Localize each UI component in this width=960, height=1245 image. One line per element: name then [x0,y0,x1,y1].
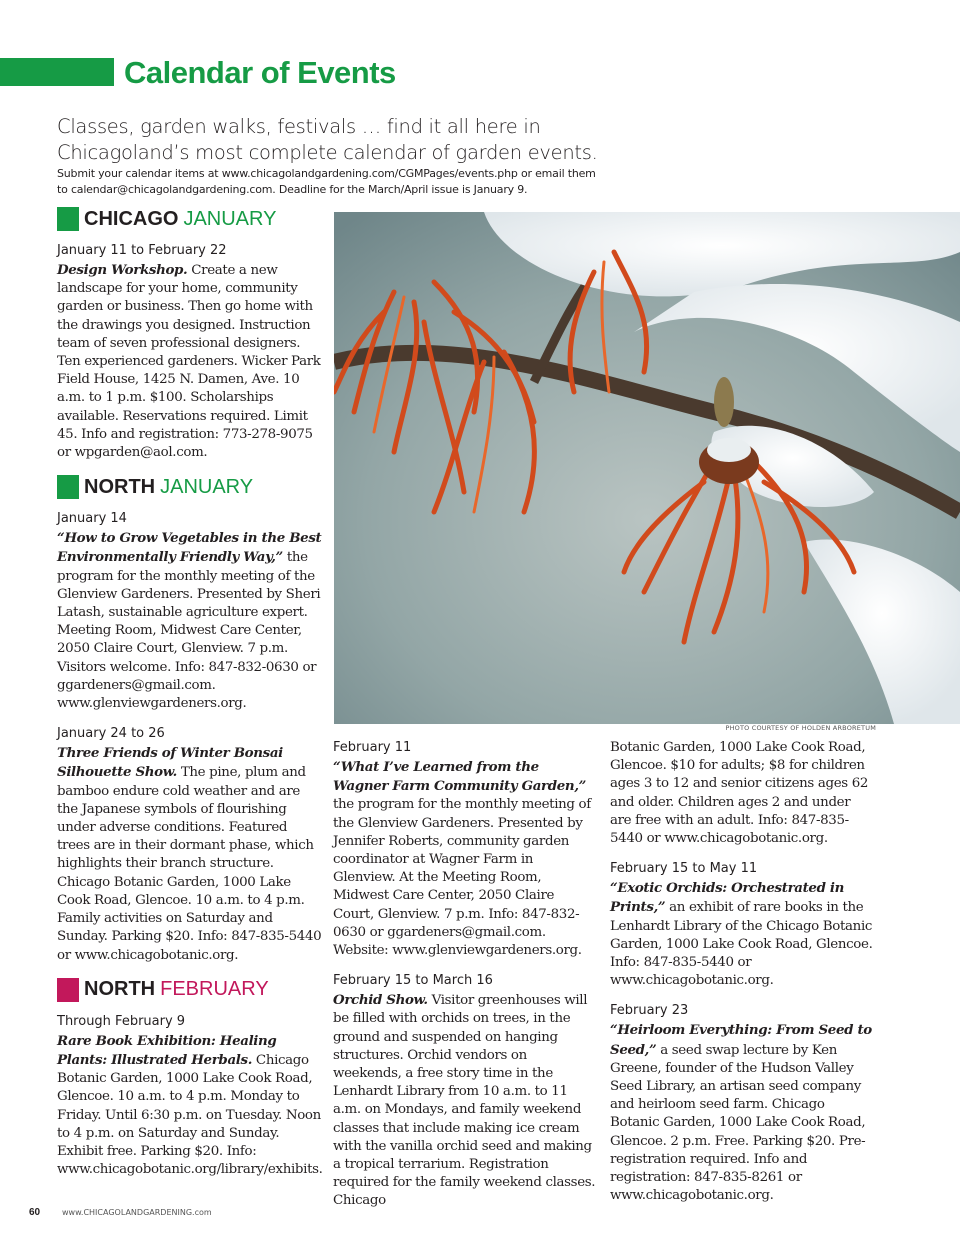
event-title: “Exotic Orchids: Orchestrated in Prints,” [610,880,845,916]
event-body [610,1021,874,1205]
submit-note: Submit your calendar items at www.chicagolandgardening.com/CGMPages/events.php or email them to calendar@chicagolandgardening.com. Deadline for the March/April issue is January 9. [57,167,596,196]
event-description: a seed swap lecture by Ken Greene, founder of the Hudson Valley Seed Library, an artisan seed company and heirloom seed farm. Chicago Botanic Garden, 1000 Lake Cook Road, Glencoe. 2 p.m. Free. Parking $20. Pre-registration required. Info and registration: 847-835-8261 or www.chicagobotanic.org. [610,1042,866,1204]
event-body [57,744,323,964]
page-number: 60 [29,1207,41,1218]
event-bonsai-show [57,725,323,964]
witch-hazel-photo [334,212,960,724]
event-date: February 15 to May 11 [610,861,758,877]
section-month: FEBRUARY [160,978,269,1001]
event-orchid-show-continued [610,739,874,848]
section-header-north-february [57,977,323,1003]
event-title: Rare Book Exhibition: Healing Plants: Illustrated Herbals. [57,1032,277,1068]
event-description: Botanic Garden, 1000 Lake Cook Road, Glencoe. $10 for adults; $8 for children ages 3 to 12 and senior citizens ages 62 and older. Children ages 2 and under are free with an adult. Info: 847-835-5440 or www.chicagobotanic.org. [610,740,869,847]
event-date: February 15 to March 16 [333,973,493,989]
section-region: CHICAGO [84,207,179,230]
event-date: February 11 [333,740,412,755]
section-header-north-january [57,474,323,500]
left-column [57,206,323,1191]
section-month: JANUARY [160,475,254,498]
event-description: Create a new landscape for your home, community garden or business. Then go home with the drawings you designed. Instruction team of seven professional designers. Ten experienced gardeners. Wicker Park Field House, 1425 N. Damen, Ave. 10 a.m. to 1 p.m. $100. Scholarships available. Reservations required. Limit 45. Info and registration: 773-278-9075 or wpgarden@aol.com. [57,263,321,461]
event-body [57,529,323,713]
photo-illustration [334,212,960,724]
event-orchid-show [333,972,596,1210]
footer-url: www.CHICAGOLANDGARDENING.com [62,1208,212,1217]
event-date: January 24 to 26 [57,726,165,742]
event-description: the program for the monthly meeting of the Glenview Gardeners. Presented by Sheri Latash, sustainable agriculture expert. Meeting Room, Midwest Care Center, 2050 Claire Court, Glenview. 7 p.m. Visitors welcome. Info: 847-832-0630 or ggardeners@gmail.com. www.glenviewgardeners.org. [57,550,321,712]
event-wagner-farm [333,739,596,960]
event-body [333,991,596,1210]
event-body [333,758,596,960]
section-region: NORTH [84,475,156,498]
event-heirloom-everything [610,1002,874,1205]
event-body [610,879,874,990]
middle-column [333,739,596,1223]
event-title: “What I’ve Learned from the Wagner Farm Community Garden,” [333,759,586,795]
page-title: Calendar of Events [124,55,396,90]
section-header-chicago-january [57,206,323,232]
event-title: “Heirloom Everything: From Seed to Seed,” [610,1022,872,1058]
event-date: February 23 [610,1003,689,1019]
event-description: an exhibit of rare books in the Lenhardt Library of the Chicago Botanic Garden, 1000 Lake Cook Road, Glencoe. Info: 847-835-5440 or www.chicagobotanic.org. [610,900,873,989]
section-region: NORTH [84,978,156,1001]
event-exotic-orchids [610,860,874,990]
section-swatch [57,207,79,231]
section-swatch [57,978,79,1002]
event-title: Orchid Show. [333,992,428,1009]
event-date: Through February 9 [57,1013,186,1029]
event-title: “How to Grow Vegetables in the Best Environmentally Friendly Way,” [57,530,322,566]
intro-text: Classes, garden walks, festivals … find it all here in Chicagoland’s most complete calendar of garden events. [57,115,598,164]
event-date: January 11 to February 22 [57,243,227,258]
photo-credit: PHOTO COURTESY OF HOLDEN ARBORETUM [725,724,876,732]
event-description: Visitor greenhouses will be filled with orchids on trees, in the ground and suspended on hanging structures. Orchid vendors on weekends, a free story time in the Lenhardt Library from 10 a.m. to 11 a.m. on Mondays, and family weekend classes that include making ice cream with the vanilla orchid seed and making a tropical terrarium. Registration required for the family weekend classes. Chicago [333,993,596,1209]
event-description: The pine, plum and bamboo endure cold weather and are the Japanese symbols of flourishing under adverse conditions. Featured trees are in their dormant phase, which highlights their branch structure. Chicago Botanic Garden, 1000 Lake Cook Road, Glencoe. 10 a.m. to 4 p.m. Family activities on Saturday and Sunday. Parking $20. Info: 847-835-5440 or www.chicagobotanic.org. [57,765,322,963]
header-color-bar [0,58,114,86]
event-description: Chicago Botanic Garden, 1000 Lake Cook Road, Glencoe. 10 a.m. to 4 p.m. Monday to Friday. Until 6:30 p.m. on Tuesday. Noon to 4 p.m. on Saturday and Sunday. Exhibit free. Parking $20. Info: www.chicagobotanic.org/library/exhibits. [57,1052,323,1178]
section-swatch [57,475,79,499]
event-body [57,1032,323,1180]
event-date: January 14 [57,511,127,527]
section-month: JANUARY [183,207,277,230]
event-rare-book-exhibition [57,1013,323,1180]
event-description: the program for the monthly meeting of the Glenview Gardeners. Presented by Jennifer Roberts, community garden coordinator at Wagner Farm in Glenview. At the Meeting Room, Midwest Care Center, 2050 Claire Court, Glenview. 7 p.m. Info: 847-832-0630 or ggardeners@gmail.com. Website: www.glenviewgardeners.org. [333,797,591,959]
event-body [57,261,323,462]
event-title: Design Workshop. [57,262,188,278]
event-design-workshop [57,242,323,462]
event-title: Three Friends of Winter Bonsai Silhouette Show. [57,745,283,781]
event-grow-vegetables [57,510,323,713]
right-column [610,739,874,1217]
